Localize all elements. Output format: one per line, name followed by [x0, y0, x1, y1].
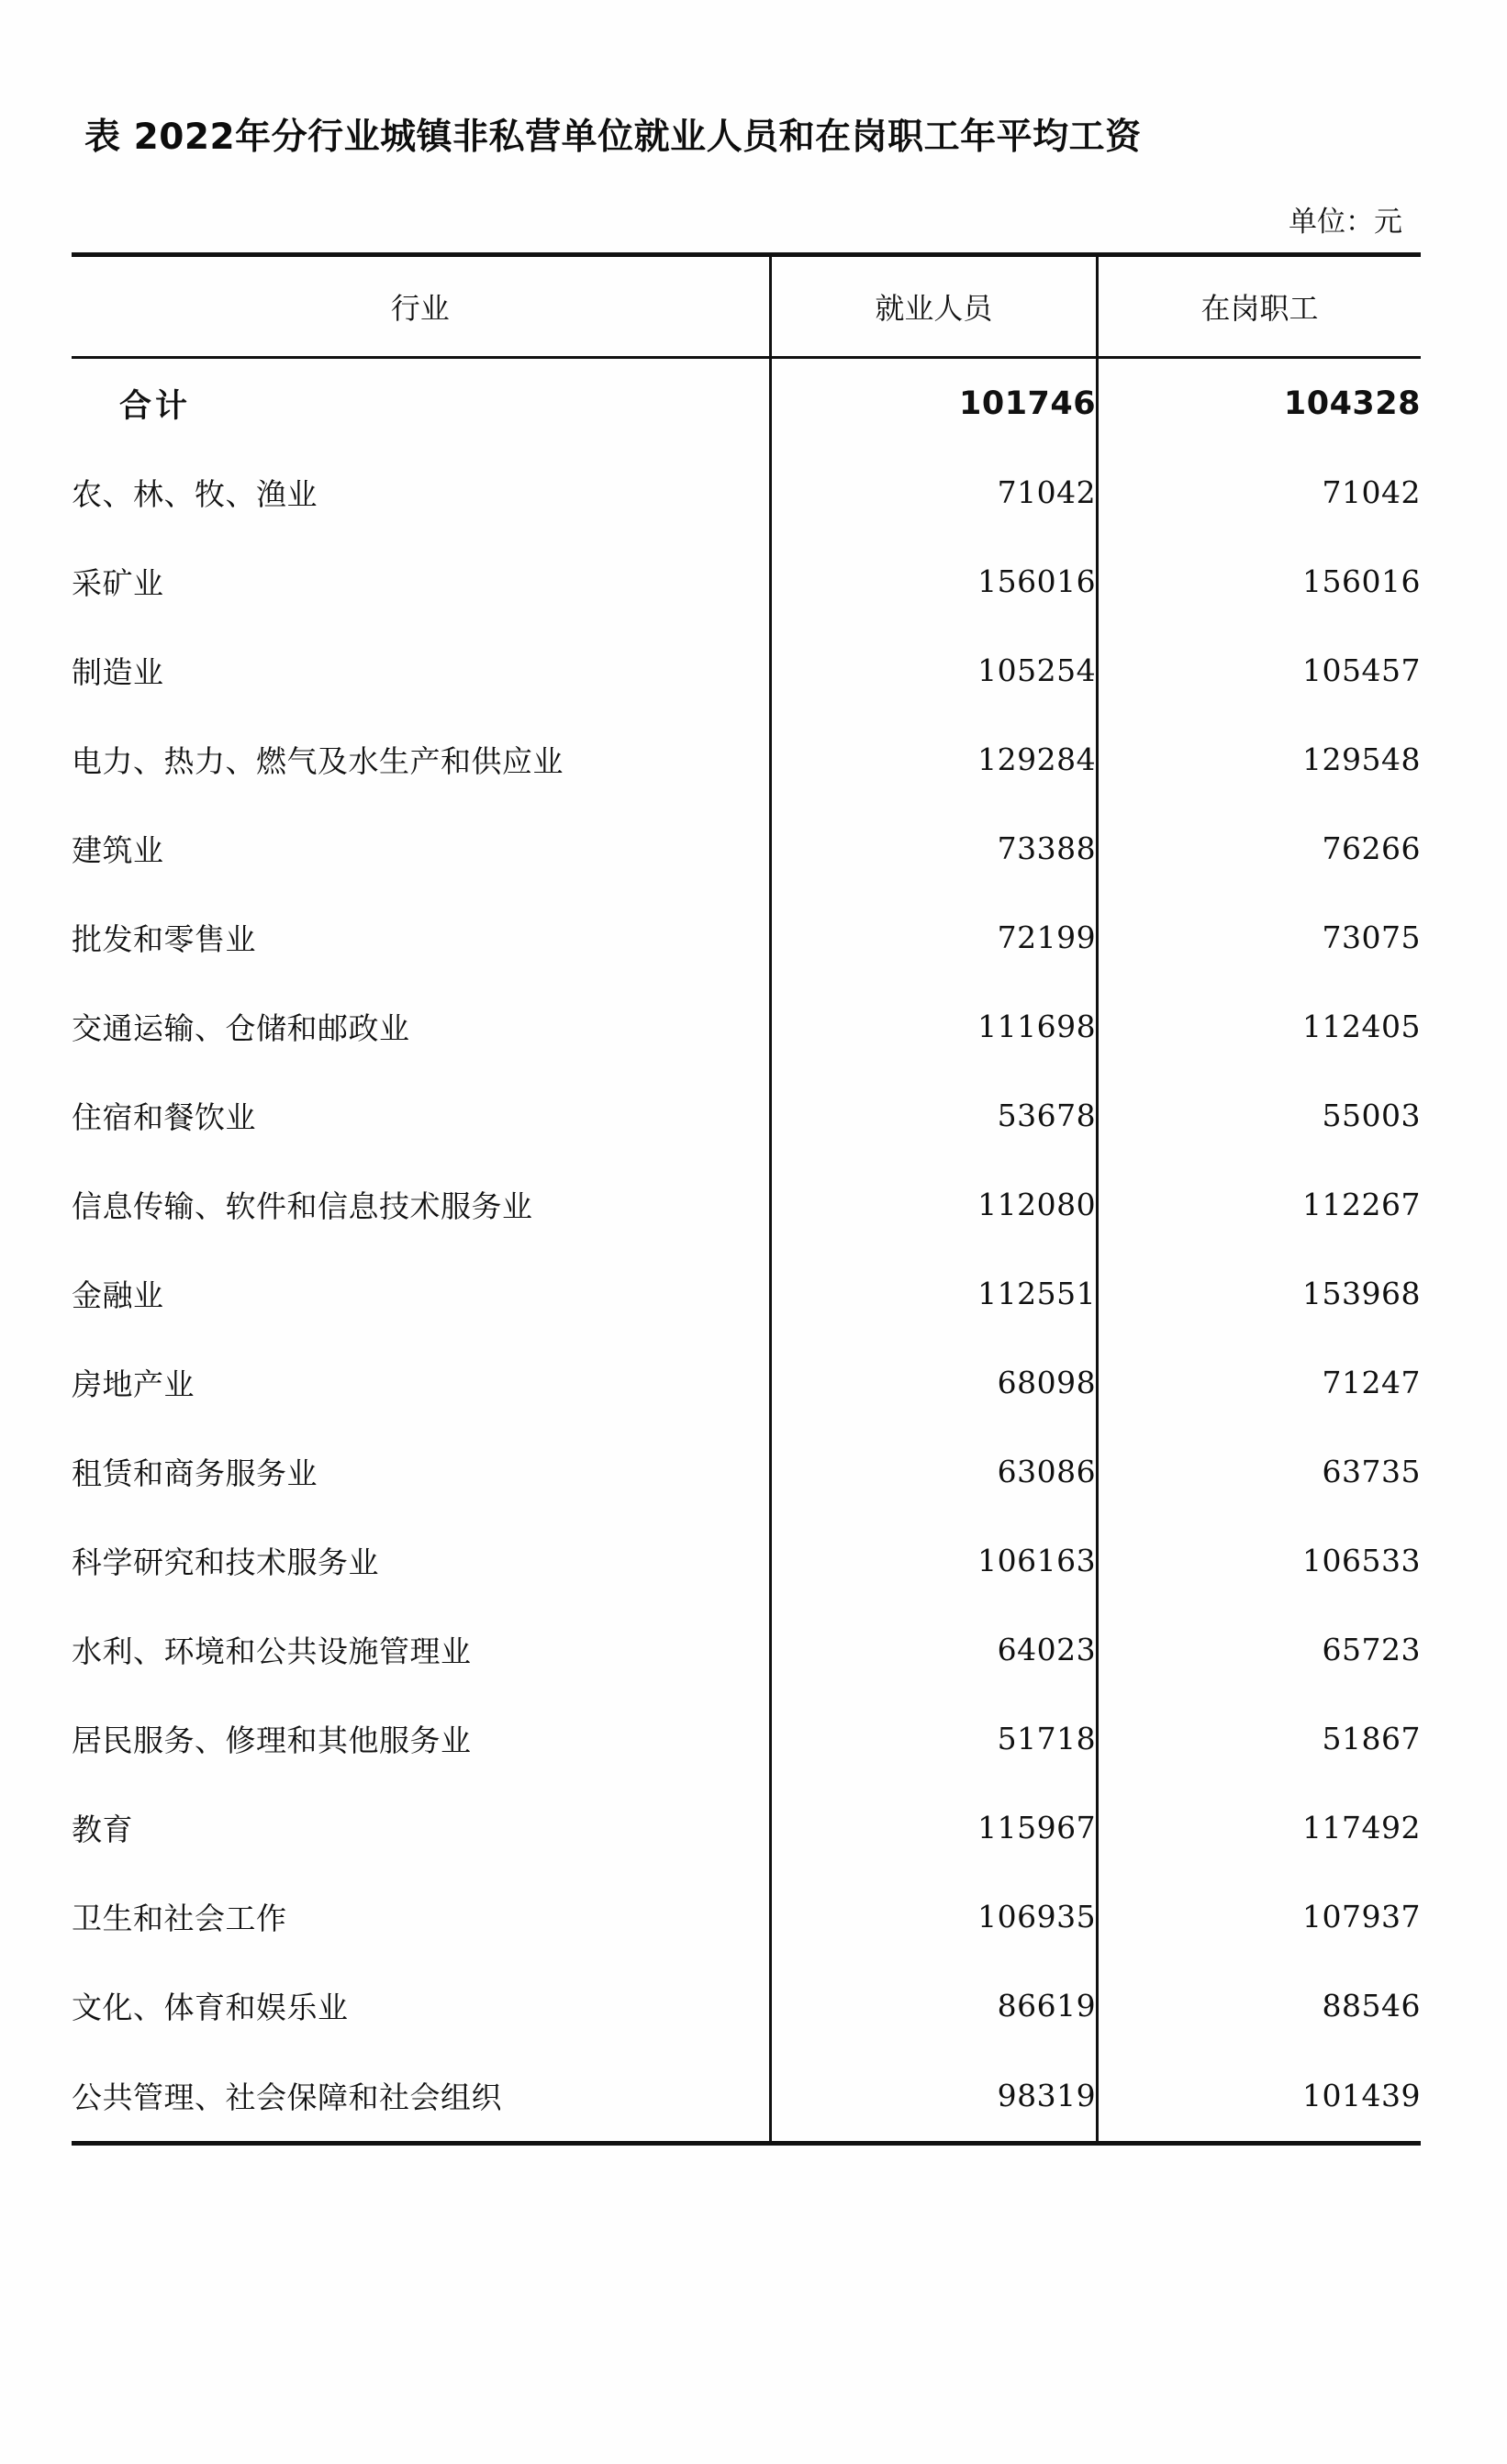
table-row: [72, 1961, 1421, 2050]
cell-employed: 112080: [770, 1160, 1098, 1249]
cell-employed: 86619: [770, 1961, 1098, 2050]
cell-industry: 交通运输、仓储和邮政业: [72, 982, 770, 1071]
table-row: [72, 1427, 1421, 1516]
page-title: 表 2022年分行业城镇非私营单位就业人员和在岗职工年平均工资: [84, 117, 1142, 158]
cell-employed: 115967: [770, 1783, 1098, 1872]
cell-onpost: 105457: [1302, 652, 1421, 688]
column-header-industry: 行业: [72, 255, 770, 358]
table-row: [72, 358, 1421, 449]
cell-employed: 63086: [770, 1427, 1098, 1516]
table-header-row: [72, 255, 1421, 358]
unit-note: 单位：元: [1289, 206, 1402, 239]
cell-employed: 101746: [770, 358, 1098, 449]
cell-industry: 采矿业: [72, 537, 770, 626]
cell-industry: 教育: [72, 1783, 770, 1872]
cell-onpost: 106533: [1302, 1543, 1421, 1578]
cell-onpost: 71247: [1322, 1365, 1421, 1400]
cell-onpost: 65723: [1322, 1632, 1421, 1667]
cell-employed: 112551: [770, 1249, 1098, 1338]
cell-employed: 98319: [770, 2050, 1098, 2144]
cell-employed: 53678: [770, 1071, 1098, 1160]
table-bottom-spacer: [72, 2146, 1421, 2153]
cell-industry: 居民服务、修理和其他服务业: [72, 1694, 770, 1783]
cell-employed: 129284: [770, 715, 1098, 804]
cell-industry: 租赁和商务服务业: [72, 1427, 770, 1516]
cell-employed: 71042: [770, 448, 1098, 537]
table-row: [72, 626, 1421, 715]
column-header-employed: 就业人员: [770, 255, 1098, 358]
cell-onpost: 88546: [1322, 1988, 1421, 2024]
table-row: [72, 804, 1421, 893]
table-row: [72, 1783, 1421, 1872]
cell-onpost: 112405: [1302, 1009, 1421, 1044]
table-row: [72, 1160, 1421, 1249]
statistical-table-block: [72, 108, 1421, 2153]
cell-industry: 水利、环境和公共设施管理业: [72, 1605, 770, 1694]
table-row: [72, 1872, 1421, 1961]
cell-employed: 106935: [770, 1872, 1098, 1961]
column-header-onpost: 在岗职工: [1098, 255, 1421, 358]
table-row: [72, 1338, 1421, 1427]
table-row: [72, 448, 1421, 537]
cell-employed: 73388: [770, 804, 1098, 893]
cell-industry: 文化、体育和娱乐业: [72, 1961, 770, 2050]
wage-table: [72, 252, 1421, 2146]
table-row: [72, 715, 1421, 804]
table-row: [72, 1071, 1421, 1160]
cell-industry: 农、林、牧、渔业: [72, 448, 770, 537]
table-row: [72, 1694, 1421, 1783]
table-row: [72, 1516, 1421, 1605]
cell-industry: 信息传输、软件和信息技术服务业: [72, 1160, 770, 1249]
table-row: [72, 1605, 1421, 1694]
cell-onpost: 101439: [1098, 2050, 1421, 2144]
cell-onpost: 73075: [1322, 920, 1421, 955]
cell-industry: 房地产业: [72, 1338, 770, 1427]
cell-industry: 科学研究和技术服务业: [72, 1516, 770, 1605]
cell-industry: 合计: [72, 358, 770, 449]
cell-onpost: 107937: [1302, 1899, 1421, 1934]
table-row: [72, 537, 1421, 626]
cell-employed: 106163: [770, 1516, 1098, 1605]
cell-industry: 卫生和社会工作: [72, 1872, 770, 1961]
table-row: [72, 893, 1421, 982]
cell-employed: 51718: [770, 1694, 1098, 1783]
cell-onpost: 129548: [1302, 741, 1421, 777]
cell-onpost: 55003: [1322, 1098, 1421, 1133]
cell-industry: 公共管理、社会保障和社会组织: [72, 2050, 770, 2144]
table-row: [72, 982, 1421, 1071]
cell-employed: 156016: [770, 537, 1098, 626]
cell-industry: 住宿和餐饮业: [72, 1071, 770, 1160]
cell-employed: 68098: [770, 1338, 1098, 1427]
cell-onpost: 76266: [1322, 831, 1421, 866]
cell-onpost: 104328: [1283, 385, 1421, 422]
table-row: [72, 2050, 1421, 2144]
cell-industry: 电力、热力、燃气及水生产和供应业: [72, 715, 770, 804]
cell-onpost: 156016: [1302, 563, 1421, 599]
cell-onpost: 63735: [1322, 1454, 1421, 1489]
table-row: [72, 1249, 1421, 1338]
cell-employed: 111698: [770, 982, 1098, 1071]
cell-employed: 64023: [770, 1605, 1098, 1694]
cell-onpost: 71042: [1322, 474, 1421, 510]
cell-onpost: 153968: [1302, 1276, 1421, 1311]
cell-onpost: 51867: [1322, 1721, 1421, 1756]
cell-industry: 金融业: [72, 1249, 770, 1338]
cell-onpost: 112267: [1302, 1187, 1421, 1222]
cell-onpost: 117492: [1302, 1810, 1421, 1845]
table-body: [72, 358, 1421, 2144]
cell-industry: 批发和零售业: [72, 893, 770, 982]
cell-industry: 建筑业: [72, 804, 770, 893]
cell-employed: 72199: [770, 893, 1098, 982]
cell-employed: 105254: [770, 626, 1098, 715]
cell-industry: 制造业: [72, 626, 770, 715]
